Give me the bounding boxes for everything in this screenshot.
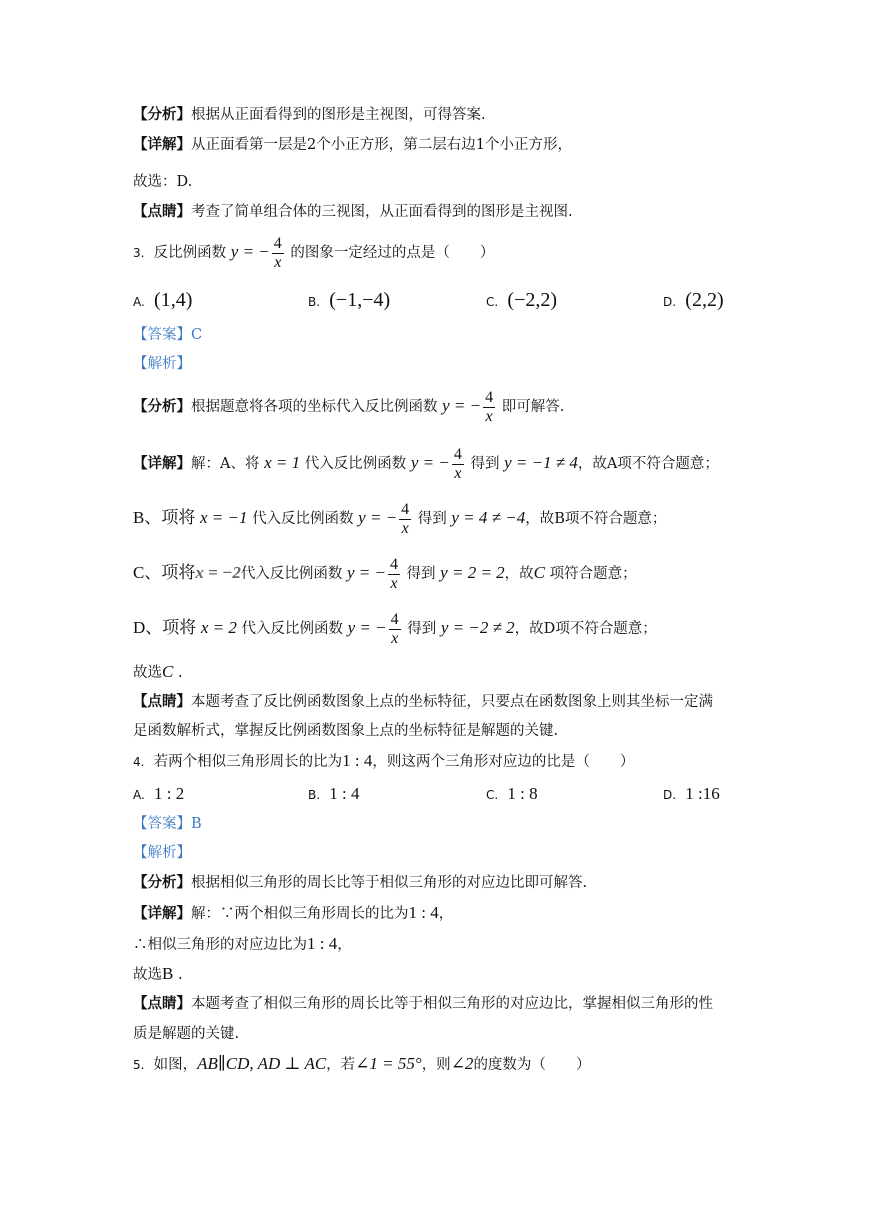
option-c[interactable] — [486, 288, 557, 314]
choose-text: . — [177, 665, 183, 681]
option-value: 1 :16 — [685, 784, 720, 803]
detail-text: C、项将 — [133, 563, 196, 582]
stem-text: 若两个相似三角形周长的比为 — [153, 754, 343, 770]
option-label: B. — [308, 788, 321, 802]
option-label: B. — [308, 295, 321, 309]
math-y-result: y = −1 ≠ 4 — [504, 453, 578, 472]
comment-label: 【点睛】 — [133, 693, 191, 710]
choose-var: B — [162, 964, 174, 983]
answer-value: C — [191, 327, 203, 343]
answer-value: B — [191, 816, 202, 832]
stem-text: 反比例函数 — [153, 245, 227, 261]
detail-text: ，故B项不符合题意； — [525, 511, 667, 527]
detail-text: B、项将 — [133, 508, 196, 527]
q4-therefore — [133, 933, 352, 956]
math-y-result: y = 4 ≠ −4 — [451, 508, 526, 527]
detail-text: ， — [438, 906, 454, 922]
ratio: 1 : 4 — [342, 751, 373, 770]
stem-text: 的度数为（ — [473, 1057, 546, 1073]
math-x: x = −2 — [195, 563, 241, 582]
detail-label: 【详解】 — [133, 905, 191, 922]
fraction-denominator: x — [390, 574, 398, 592]
detail-text: 代入反比例函数 — [241, 621, 344, 637]
detail-text: 解：A、将 — [191, 456, 260, 472]
answer-label: 【答案】 — [133, 816, 191, 832]
q3-comment-1 — [133, 691, 713, 713]
detail-text: ，故D项不符合题意； — [514, 621, 657, 637]
comment-text: 足函数解析式，掌握反比例函数图象上点的坐标特征是解题的关键. — [133, 723, 559, 739]
detail-text: ，故A项不符合题意； — [577, 456, 719, 472]
stem-text: ，则这两个三角形对应边的比是（ — [372, 754, 590, 770]
choose-text: 故选 — [133, 967, 162, 983]
stem-text: ） — [575, 1057, 591, 1073]
q5-stem — [133, 1053, 590, 1076]
math-y: y = − — [346, 563, 386, 582]
math-y: y = − — [358, 508, 398, 527]
detail-text: 得到 — [470, 456, 500, 472]
math-angle: ∠2 — [450, 1054, 474, 1073]
option-label: A. — [133, 788, 145, 802]
detail-text: 得到 — [407, 621, 437, 637]
comment-text: 考查了简单组合体的三视图，从正面看得到的图形是主视图. — [191, 204, 573, 220]
therefore-text: ∴相似三角形的对应边比为 — [133, 937, 307, 953]
q3-comment-2 — [133, 720, 558, 742]
option-d[interactable] — [663, 288, 724, 314]
math-var: C — [533, 563, 546, 582]
option-d[interactable] — [663, 782, 720, 807]
explain-label: 【解析】 — [133, 356, 191, 372]
option-label: D. — [663, 295, 677, 309]
fraction — [389, 611, 401, 648]
math-y: y = − — [230, 242, 270, 261]
option-value: (−1,−4) — [329, 289, 391, 311]
q2-analysis — [133, 104, 486, 126]
detail-label: 【详解】 — [133, 455, 191, 472]
choose-text: . — [177, 967, 183, 983]
math-x: x = −1 — [199, 508, 248, 527]
detail-text: 代入反比例函数 — [240, 566, 343, 582]
option-label: C. — [486, 295, 499, 309]
math-y: y = − — [347, 618, 387, 637]
detail-text: ，故 — [504, 566, 534, 582]
q3-stem — [133, 232, 494, 273]
option-value: (−2,2) — [507, 289, 558, 311]
q4-explain — [133, 842, 191, 864]
math-relation: AB∥CD, AD ⊥ AC — [197, 1054, 327, 1073]
analysis-label: 【分析】 — [133, 874, 191, 891]
stem-text: ） — [619, 754, 635, 770]
question-number: 5. — [133, 1058, 145, 1072]
option-label: A. — [133, 295, 145, 309]
fraction-numerator: 4 — [390, 610, 399, 628]
analysis-label: 【分析】 — [133, 106, 191, 123]
q4-comment-2 — [133, 1023, 239, 1045]
fraction-numerator: 4 — [401, 500, 410, 518]
fraction-denominator: x — [401, 519, 409, 537]
stem-text: 如图， — [153, 1057, 198, 1073]
option-value: (2,2) — [685, 289, 724, 311]
q4-detail — [133, 902, 453, 925]
analysis-text: 根据从正面看得到的图形是主视图，可得答案. — [191, 107, 486, 123]
stem-text: ，则 — [421, 1057, 451, 1073]
analysis-text: 根据题意将各项的坐标代入反比例函数 — [191, 399, 438, 415]
ratio: 1 : 4 — [307, 934, 338, 953]
math-x: x = 1 — [264, 453, 301, 472]
comment-text: 本题考查了反比例函数图象上点的坐标特征，只要点在函数图象上则其坐标一定满 — [191, 694, 713, 710]
fraction-numerator: 4 — [485, 388, 494, 406]
option-a[interactable] — [133, 782, 184, 807]
q3-explain — [133, 353, 191, 375]
explain-label: 【解析】 — [133, 845, 191, 861]
option-value: (1,4) — [154, 289, 193, 311]
detail-text: D、项将 — [133, 618, 197, 637]
math-y-result: y = 2 = 2 — [440, 563, 505, 582]
choose-text: 故选 — [133, 665, 162, 681]
question-number: 3. — [133, 246, 145, 260]
answer-label: 【答案】 — [133, 327, 191, 343]
math-x: x = 2 — [200, 618, 237, 637]
option-b[interactable] — [308, 288, 390, 314]
q2-choose — [133, 171, 192, 193]
fraction-denominator: x — [454, 464, 462, 482]
q2-comment — [133, 201, 573, 223]
option-label: C. — [486, 788, 499, 802]
q4-answer — [133, 813, 202, 835]
analysis-label: 【分析】 — [133, 398, 191, 415]
fraction — [452, 446, 464, 483]
option-label: D. — [663, 788, 677, 802]
q3-detail-d — [133, 608, 657, 649]
math-y: y = − — [442, 396, 482, 415]
fraction-numerator: 4 — [389, 555, 398, 573]
q3-detail-a — [133, 443, 719, 484]
q3-choose — [133, 661, 183, 684]
fraction-denominator: x — [391, 629, 399, 647]
stem-text: 的图象一定经过的点是（ — [290, 245, 450, 261]
math-y-result: y = −2 ≠ 2 — [440, 618, 515, 637]
fraction-denominator: x — [274, 253, 282, 271]
option-value: 1 : 4 — [329, 784, 360, 803]
option-c[interactable] — [486, 782, 538, 807]
fraction-numerator: 4 — [453, 445, 462, 463]
math-var: C — [162, 662, 174, 681]
fraction — [399, 501, 411, 538]
q3-detail-b — [133, 498, 666, 539]
q3-detail-c — [133, 553, 637, 594]
detail-text: 从正面看第一层是2个小正方形，第二层右边1个小正方形， — [191, 137, 572, 153]
option-value: 1 : 2 — [154, 784, 185, 803]
q4-choose — [133, 963, 183, 986]
fraction — [388, 556, 400, 593]
detail-text: 解：∵两个相似三角形周长的比为 — [191, 906, 409, 922]
detail-label: 【详解】 — [133, 136, 191, 153]
math-angle: ∠1 = 55° — [355, 1054, 422, 1073]
comment-label: 【点睛】 — [133, 203, 191, 220]
comment-label: 【点睛】 — [133, 995, 191, 1012]
choose-text: 故选：D. — [133, 174, 193, 190]
detail-text: 项符合题意； — [549, 566, 637, 582]
option-a[interactable] — [133, 288, 192, 314]
q3-answer — [133, 324, 202, 346]
detail-text: 代入反比例函数 — [304, 456, 407, 472]
comment-text: 质是解题的关键. — [133, 1026, 240, 1042]
q4-stem — [133, 750, 634, 773]
analysis-text: 根据相似三角形的周长比等于相似三角形的对应边比即可解答. — [191, 875, 588, 891]
fraction — [483, 389, 495, 426]
fraction — [272, 235, 284, 272]
analysis-text: 即可解答. — [501, 399, 565, 415]
fraction-denominator: x — [485, 407, 493, 425]
q2-detail — [133, 134, 572, 156]
detail-text: 代入反比例函数 — [252, 511, 354, 527]
comment-text: 本题考查了相似三角形的周长比等于相似三角形的对应边比，掌握相似三角形的性 — [191, 996, 713, 1012]
option-value: 1 : 8 — [507, 784, 538, 803]
detail-text: 得到 — [417, 511, 447, 527]
fraction-numerator: 4 — [273, 234, 282, 252]
option-b[interactable] — [308, 782, 360, 807]
q4-analysis — [133, 872, 587, 894]
ratio: 1 : 4 — [408, 903, 439, 922]
question-number: 4. — [133, 755, 145, 769]
q4-comment-1 — [133, 993, 713, 1015]
q3-analysis — [133, 386, 564, 427]
math-y: y = − — [410, 453, 450, 472]
stem-text: ） — [479, 245, 495, 261]
therefore-text: ， — [337, 937, 352, 953]
detail-text: 得到 — [406, 566, 436, 582]
stem-text: ，若 — [326, 1057, 356, 1073]
